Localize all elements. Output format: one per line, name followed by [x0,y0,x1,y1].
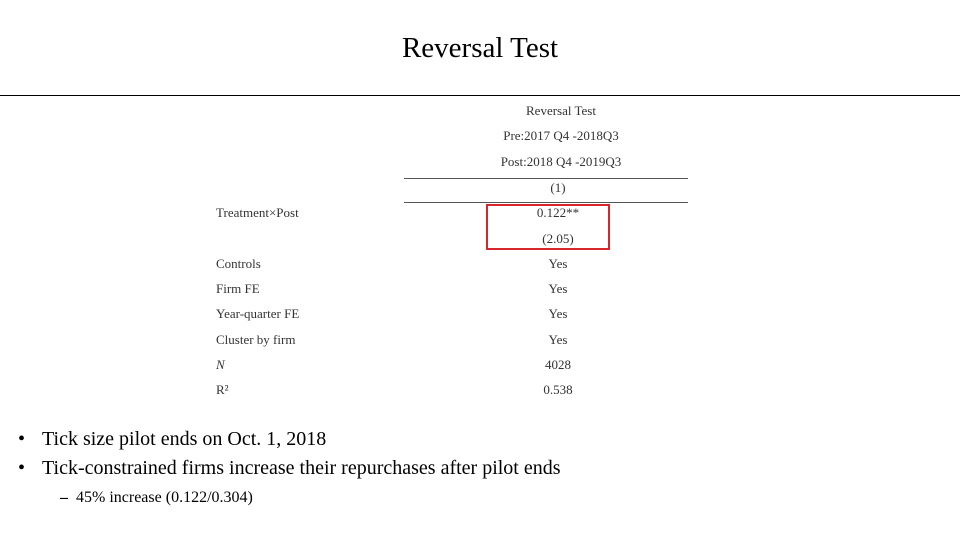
sub-bullet-marker: – [60,489,68,506]
bullet-item [18,456,561,480]
sub-bullet-text: 45% increase (0.122/0.304) [76,489,253,506]
row-label-controls: Controls [216,256,261,271]
row-label-cluster: Cluster by firm [216,332,296,347]
row-value-n: 4028 [545,357,571,372]
t-statistic-value: (2.05) [542,231,574,246]
bullet-marker: • [18,428,26,450]
coefficient-highlight-box [486,204,610,250]
table-header-pre-period: Pre:2017 Q4 -2018Q3 [503,128,619,143]
row-label-r-squared: R² [216,382,229,397]
table-column-number: (1) [550,180,566,195]
row-label-n: N [216,357,225,372]
bullet-text: Tick size pilot ends on Oct. 1, 2018 [42,428,327,450]
row-label-firm-fe: Firm FE [216,281,260,296]
bullet-text: Tick-constrained firms increase their repurchases after pilot ends [42,457,561,479]
bullet-marker: • [18,457,26,479]
row-label-year-quarter-fe: Year-quarter FE [216,306,300,321]
row-value-year-quarter-fe: Yes [548,306,568,321]
slide-title: Reversal Test [401,32,559,64]
table-header-post-period: Post:2018 Q4 -2019Q3 [500,154,622,169]
table-header-title: Reversal Test [526,103,596,118]
coefficient-value: 0.122** [536,205,580,220]
row-value-r-squared: 0.538 [543,382,573,397]
row-value-firm-fe: Yes [548,281,568,296]
bullet-item [18,427,326,451]
row-label-treatment-post: Treatment×Post [216,205,299,220]
row-value-cluster: Yes [548,332,568,347]
table-rule-top [404,178,688,179]
row-value-controls: Yes [548,256,568,271]
table-rule-header [404,202,688,203]
sub-bullet-item [60,487,253,509]
